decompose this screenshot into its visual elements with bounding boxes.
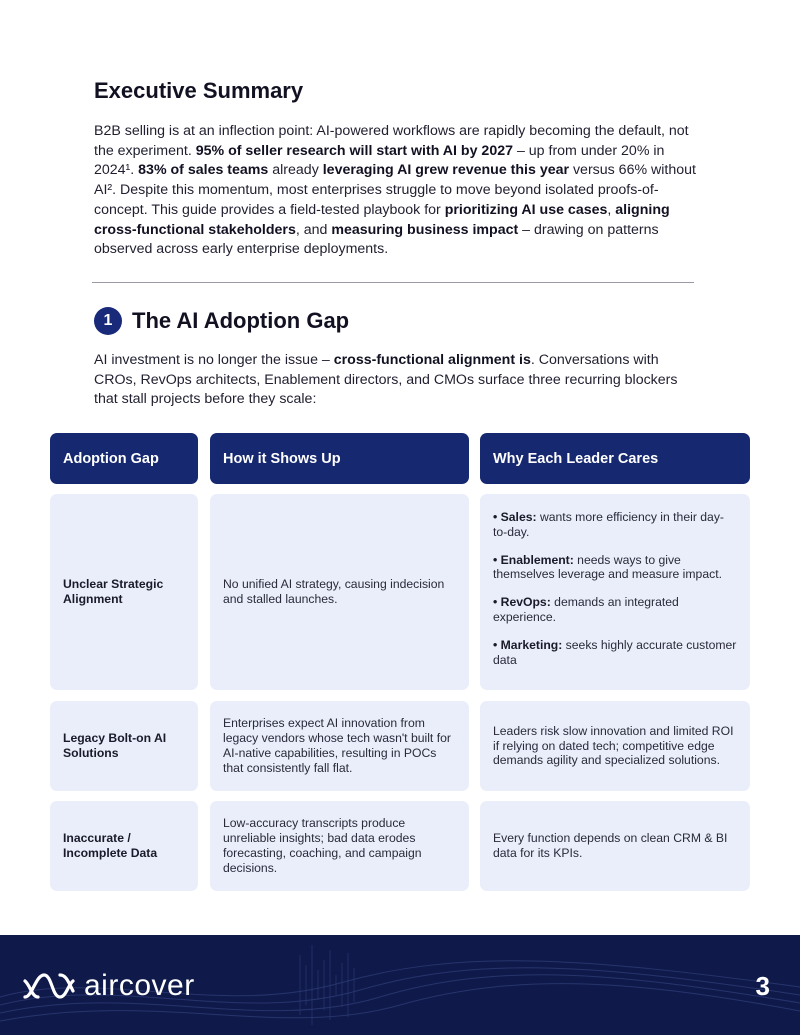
aircover-wave-logo-icon: [22, 971, 76, 1001]
table-row-1-shows-up: No unified AI strategy, causing indecision and stalled launches.: [210, 494, 469, 690]
bullet-sales: • Sales: wants more efficiency in their day-to-day.: [493, 510, 724, 539]
section-title: The AI Adoption Gap: [132, 308, 350, 333]
table-row-2-why: Leaders risk slow innovation and limited ROI if relying on dated tech; competitive edge demands agility and specialized solutions.: [480, 701, 750, 791]
section-intro-paragraph: AI investment is no longer the issue – cross-functional alignment is. Conversations with CROs, RevOps architects, Enablement directors, and CMOs surface three recurring blockers that stall projects before they scale:: [94, 352, 678, 408]
executive-summary-paragraph: B2B selling is at an inflection point: AI-powered workflows are rapidly becoming the default, not the experiment. 95% of seller research will start with AI by 2027 – up from under 20% in 2024¹. 83% of sales teams already leveraging AI grew revenue this year versus 66% without AI². Despite this momentum, most enterprises struggle to move beyond isolated proofs-of-concept. This guide provides a field-tested playbook for prioritizing AI use cases, aligning cross-functional stakeholders, and measuring business impact – drawing on patterns observed across early enterprise deployments.: [94, 123, 696, 258]
table-row-1-why: [480, 494, 750, 690]
table-row-1-gap: Unclear Strategic Alignment: [50, 494, 198, 690]
table-row-2-gap: Legacy Bolt-on AI Solutions: [50, 701, 198, 791]
table-row-3-shows-up: Low-accuracy transcripts produce unreliable insights; bad data erodes forecasting, coaching, and campaign decisions.: [210, 801, 469, 891]
bullet-enablement: • Enablement: needs ways to give themselves leverage and measure impact.: [493, 552, 722, 582]
executive-summary-title: Executive Summary: [94, 78, 304, 103]
table-header-why-leader-cares: Why Each Leader Cares: [480, 433, 750, 484]
table-row-2-shows-up: Enterprises expect AI innovation from legacy vendors whose tech wasn't built for AI-native capabilities, resulting in POCs that consistently fall flat.: [210, 701, 469, 791]
page-number: 3: [755, 971, 770, 1001]
section-divider: [92, 282, 694, 283]
table-header-how-it-shows-up: How it Shows Up: [210, 433, 469, 484]
section-number-badge: 1: [94, 307, 122, 335]
section-heading: [94, 306, 349, 336]
aircover-logo: [22, 969, 195, 1003]
aircover-logo-text: aircover: [84, 969, 195, 1002]
bullet-marketing: • Marketing: seeks highly accurate customer data: [493, 637, 737, 667]
table-header-adoption-gap: Adoption Gap: [50, 433, 198, 484]
table-row-3-gap: Inaccurate / Incomplete Data: [50, 801, 198, 891]
bullet-revops: • RevOps: demands an integrated experience.: [493, 595, 679, 624]
page-footer: [0, 935, 800, 1035]
table-row-3-why: Every function depends on clean CRM & BI data for its KPIs.: [480, 801, 750, 891]
